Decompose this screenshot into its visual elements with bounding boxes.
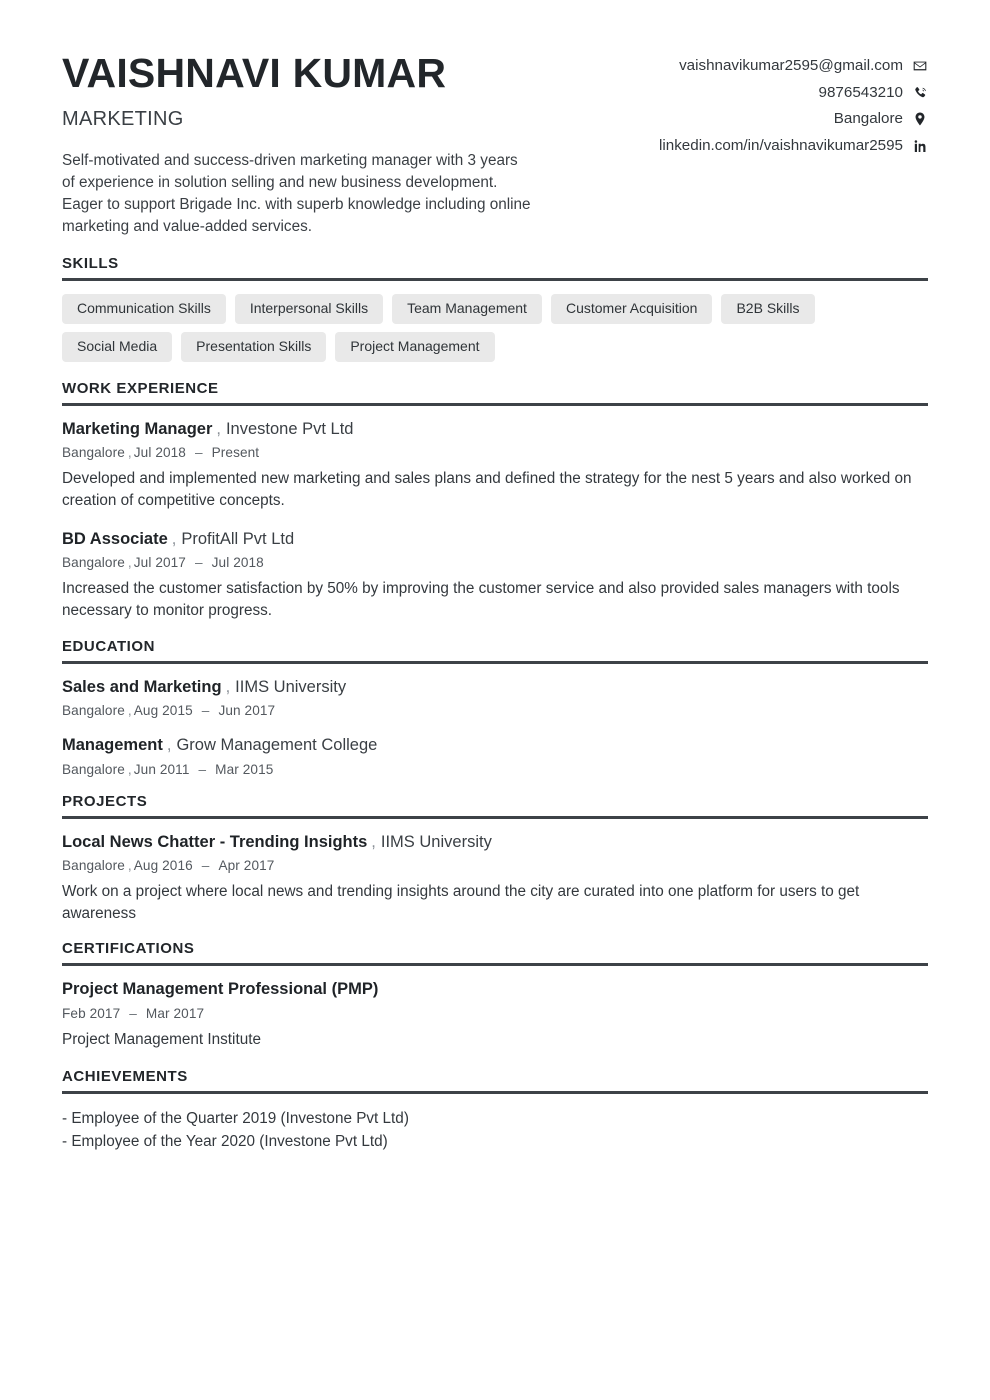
entry-location: Bangalore xyxy=(62,555,125,571)
entry-description: Developed and implemented new marketing and sales plans and defined the strategy for the nest 5 years and also worked on creation of competitive concepts. xyxy=(62,470,912,510)
entry-title-line xyxy=(62,529,928,550)
entry-title-line xyxy=(62,419,928,440)
contact-location-text: Bangalore xyxy=(833,110,903,128)
entry-title: Marketing Manager xyxy=(62,419,213,438)
section-heading-certifications: CERTIFICATIONS xyxy=(62,940,195,958)
project-entry xyxy=(62,832,928,925)
date-dash: – xyxy=(198,761,207,777)
entry-organization: Grow Management College xyxy=(176,736,378,755)
section-heading-projects: PROJECTS xyxy=(62,792,148,810)
entry-separator: , xyxy=(225,677,231,696)
entry-title-line xyxy=(62,832,928,853)
entry-location: Bangalore xyxy=(62,857,125,873)
skill-chip: B2B Skills xyxy=(721,294,814,324)
linkedin-icon xyxy=(912,138,928,154)
entry-title: BD Associate xyxy=(62,529,168,548)
entry-description: Work on a project where local news and trending insights around the city are curated into one platform for users to get awareness xyxy=(62,882,860,922)
section-rule xyxy=(62,963,928,966)
entry-location: Bangalore xyxy=(62,445,125,461)
contact-phone[interactable] xyxy=(819,83,928,104)
entry-organization: IIMS University xyxy=(380,832,492,851)
date-dash: – xyxy=(201,703,210,719)
professional-summary: Self-motivated and success-driven marketing manager with 3 years of experience in solution selling and new business development. Eager to support Brigade Inc. with superb knowledge including online marketing and value-added services. xyxy=(62,152,531,235)
entry-start-date: Feb 2017 xyxy=(62,1005,121,1021)
entry-organization: Investone Pvt Ltd xyxy=(225,419,354,438)
section-heading-education: EDUCATION xyxy=(62,637,156,655)
date-dash: – xyxy=(194,555,203,571)
section-rule xyxy=(62,661,928,664)
location-pin-icon xyxy=(912,111,928,127)
entry-meta xyxy=(62,555,928,570)
contact-phone-text: 9876543210 xyxy=(818,83,903,101)
date-dash: – xyxy=(194,445,203,461)
section-education xyxy=(62,638,928,777)
education-entry xyxy=(62,677,928,718)
entry-end-date: Apr 2017 xyxy=(218,857,275,873)
header-identity xyxy=(62,44,562,237)
contact-linkedin[interactable] xyxy=(659,136,928,157)
entry-title-line xyxy=(62,979,928,1000)
entry-location: Bangalore xyxy=(62,761,125,777)
section-projects xyxy=(62,793,928,925)
entry-start-date: Jun 2011 xyxy=(133,761,190,777)
work-entry xyxy=(62,419,928,512)
entry-end-date: Jun 2017 xyxy=(218,703,276,719)
meta-separator: , xyxy=(127,761,132,777)
date-dash: – xyxy=(201,857,210,873)
entry-separator: , xyxy=(166,736,172,755)
section-rule xyxy=(62,278,928,281)
section-heading-skills: SKILLS xyxy=(62,255,119,273)
section-heading-achievements: ACHIEVEMENTS xyxy=(62,1067,188,1085)
contact-block xyxy=(659,44,928,156)
section-achievements xyxy=(62,1068,928,1154)
meta-separator: , xyxy=(127,703,132,719)
section-heading-work-experience: WORK EXPERIENCE xyxy=(62,379,219,397)
entry-meta xyxy=(62,1006,928,1021)
achievement-item: - Employee of the Quarter 2019 (Investone Pvt Ltd) xyxy=(62,1109,409,1127)
contact-linkedin-text: linkedin.com/in/vaishnavikumar2595 xyxy=(659,136,903,154)
entry-separator: , xyxy=(371,832,376,851)
achievements-list xyxy=(62,1107,928,1154)
entry-end-date: Mar 2017 xyxy=(145,1005,205,1021)
entry-end-date: Present xyxy=(211,445,260,461)
contact-email[interactable] xyxy=(679,56,928,77)
section-certifications xyxy=(62,940,928,1051)
entry-title-line xyxy=(62,677,928,698)
envelope-icon xyxy=(912,58,928,74)
entry-location: Bangalore xyxy=(62,703,125,719)
meta-separator: , xyxy=(127,857,132,873)
skill-chip: Team Management xyxy=(392,294,542,324)
certification-entry xyxy=(62,979,928,1051)
entry-start-date: Jul 2017 xyxy=(133,555,186,571)
section-work-experience xyxy=(62,380,928,622)
contact-location xyxy=(834,109,928,130)
entry-meta xyxy=(62,858,928,873)
entry-separator: , xyxy=(216,419,221,438)
skill-chip: Customer Acquisition xyxy=(551,294,713,324)
skill-chip: Interpersonal Skills xyxy=(235,294,383,324)
certification-issuer: Project Management Institute xyxy=(62,1030,261,1048)
section-rule xyxy=(62,816,928,819)
section-rule xyxy=(62,1091,928,1094)
entry-start-date: Aug 2015 xyxy=(133,703,193,719)
entry-organization: ProfitAll Pvt Ltd xyxy=(181,529,295,548)
date-dash: – xyxy=(129,1005,137,1021)
meta-separator: , xyxy=(127,555,132,571)
page-title: VAISHNAVI KUMAR xyxy=(62,50,447,96)
section-skills xyxy=(62,255,928,362)
achievement-item: - Employee of the Year 2020 (Investone Pvt Ltd) xyxy=(62,1133,388,1151)
resume-header xyxy=(62,44,928,237)
entry-title-line xyxy=(62,735,928,756)
meta-separator: , xyxy=(127,445,132,461)
entry-end-date: Jul 2018 xyxy=(211,555,264,571)
phone-icon xyxy=(912,85,928,101)
entry-description: Increased the customer satisfaction by 50% by improving the customer service and also provided sales managers with tools necessary to monitor progress. xyxy=(62,580,900,619)
entry-end-date: Mar 2015 xyxy=(215,761,274,777)
entry-title: Management xyxy=(62,736,163,755)
education-entry xyxy=(62,735,928,776)
entry-meta xyxy=(62,703,928,718)
entry-meta xyxy=(62,762,928,777)
contact-email-text: vaishnavikumar2595@gmail.com xyxy=(679,57,903,74)
skill-chip: Presentation Skills xyxy=(181,332,326,362)
job-title: MARKETING xyxy=(62,108,184,131)
entry-title: Sales and Marketing xyxy=(62,677,222,696)
entry-title: Local News Chatter - Trending Insights xyxy=(62,832,368,851)
skill-chip: Project Management xyxy=(335,332,494,362)
entry-title: Project Management Professional (PMP) xyxy=(62,980,379,999)
entry-start-date: Jul 2018 xyxy=(133,445,186,461)
skill-chip: Social Media xyxy=(62,332,172,362)
entry-separator: , xyxy=(171,529,177,548)
entry-meta xyxy=(62,445,928,460)
skill-chip: Communication Skills xyxy=(62,294,226,324)
entry-organization: IIMS University xyxy=(235,677,347,696)
skills-chip-list xyxy=(62,294,928,362)
work-entry xyxy=(62,529,928,622)
entry-start-date: Aug 2016 xyxy=(133,857,193,873)
section-rule xyxy=(62,403,928,406)
